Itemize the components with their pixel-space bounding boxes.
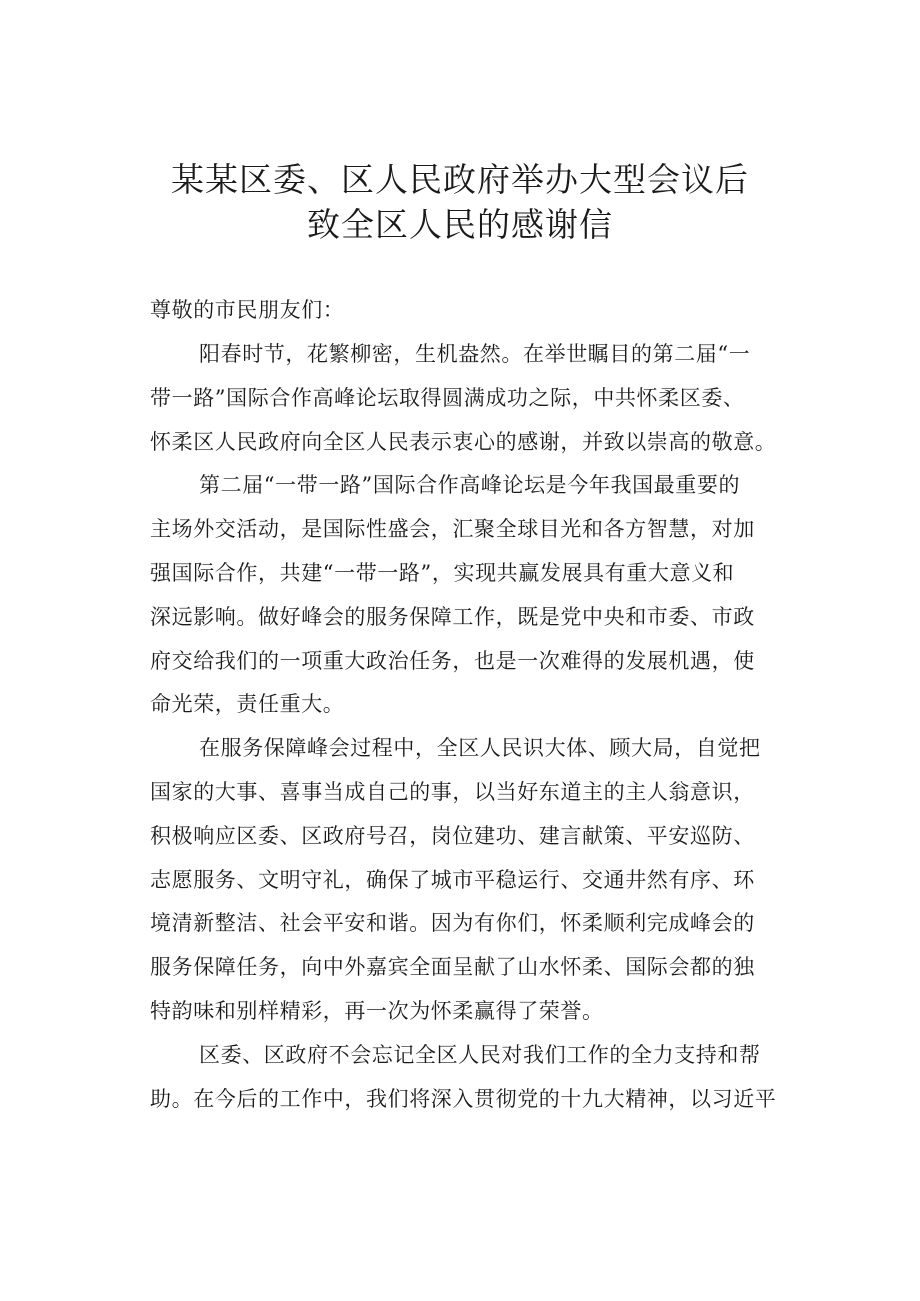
document-title-line-1: 某某区委、区人民政府举办大型会议后 xyxy=(171,160,749,199)
paragraph-3-line-3: 积极响应区委、区政府号召，岗位建功、建言献策、平安巡防、 xyxy=(150,824,755,848)
paragraph-3-line-5: 境清新整洁、社会平安和谐。因为有你们，怀柔顺利完成峰会的 xyxy=(150,911,755,935)
paragraph-2-line-3: 强国际合作，共建“一带一路”，实现共赢发展具有重大意义和 xyxy=(150,561,735,585)
paragraph-4-line-1: 区委、区政府不会忘记全区人民对我们工作的全力支持和帮 xyxy=(199,1043,761,1067)
paragraph-4-line-2: 助。在今后的工作中，我们将深入贯彻党的十九大精神，以习近平 xyxy=(150,1087,777,1111)
paragraph-1-line-2: 带一路”国际合作高峰论坛取得圆满成功之际，中共怀柔区委、 xyxy=(150,386,745,410)
paragraph-3-line-6: 服务保障任务，向中外嘉宾全面呈献了山水怀柔、国际会都的独 xyxy=(150,955,755,979)
paragraph-2-line-4: 深远影响。做好峰会的服务保障工作，既是党中央和市委、市政 xyxy=(150,605,755,629)
document-title-line-2: 致全区人民的感谢信 xyxy=(307,205,613,244)
paragraph-2-line-2: 主场外交活动，是国际性盛会，汇聚全球目光和各方智慧，对加 xyxy=(150,517,755,541)
paragraph-1-line-3: 怀柔区人民政府向全区人民表示衷心的感谢，并致以崇高的敬意。 xyxy=(150,430,777,454)
paragraph-2-line-6: 命光荣，责任重大。 xyxy=(150,692,345,716)
paragraph-2-line-1: 第二届“一带一路”国际合作高峰论坛是今年我国最重要的 xyxy=(199,473,741,497)
paragraph-3-line-1: 在服务保障峰会过程中，全区人民识大体、顾大局，自觉把 xyxy=(199,736,761,760)
paragraph-3-line-2: 国家的大事、喜事当成自己的事，以当好东道主的主人翁意识， xyxy=(150,780,755,804)
paragraph-1-line-1: 阳春时节，花繁柳密，生机盎然。在举世瞩目的第二届“一 xyxy=(199,342,751,366)
paragraph-3-line-4: 志愿服务、文明守礼，确保了城市平稳运行、交通井然有序、环 xyxy=(150,868,755,892)
salutation: 尊敬的市民朋友们： xyxy=(150,298,345,322)
paragraph-3-line-7: 特韵味和别样精彩，再一次为怀柔赢得了荣誉。 xyxy=(150,999,604,1023)
paragraph-2-line-5: 府交给我们的一项重大政治任务，也是一次难得的发展机遇，使 xyxy=(150,649,755,673)
